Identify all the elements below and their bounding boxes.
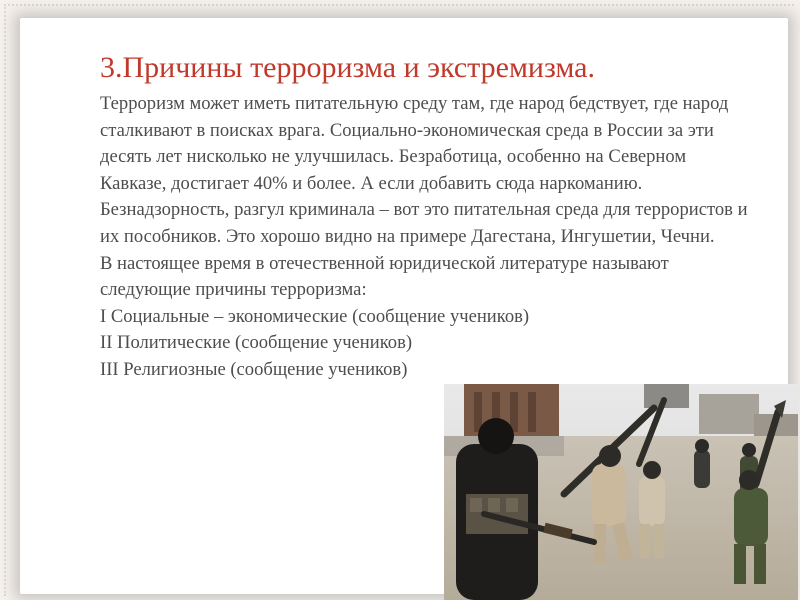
- militants-photo: [444, 384, 798, 600]
- body-paragraph-literature: В настоящее время в отечественной юридической литературе называют следующие причины терроризма:: [100, 252, 669, 301]
- slide-title: 3.Причины терроризма и экстремизма.: [100, 51, 595, 84]
- list-item-religious: III Религиозные (сообщение учеников): [100, 358, 408, 380]
- list-item-political: II Политические (сообщение учеников): [100, 332, 413, 354]
- militants-photo-illustration: [444, 384, 798, 600]
- body-paragraph-causes: Терроризм может иметь питательную среду там, где народ бедствует, где народ сталкивают в поисках врага. Социально-экономическая среда в России за эти десять лет нисколько не улучшилась. Безработица, особенно на Северном Кавказе, достигает 40% и более. А если добавить сюда наркоманию. Безнадзорность, разгул криминала – вот это питательная среда для террористов и их пособников. Это хорошо видно на примере Дагестана, Ингушетии, Чечни.: [100, 93, 748, 247]
- slide-body: [100, 91, 750, 384]
- list-item-social-economic: I Социальные – экономические (сообщение учеников): [100, 305, 530, 327]
